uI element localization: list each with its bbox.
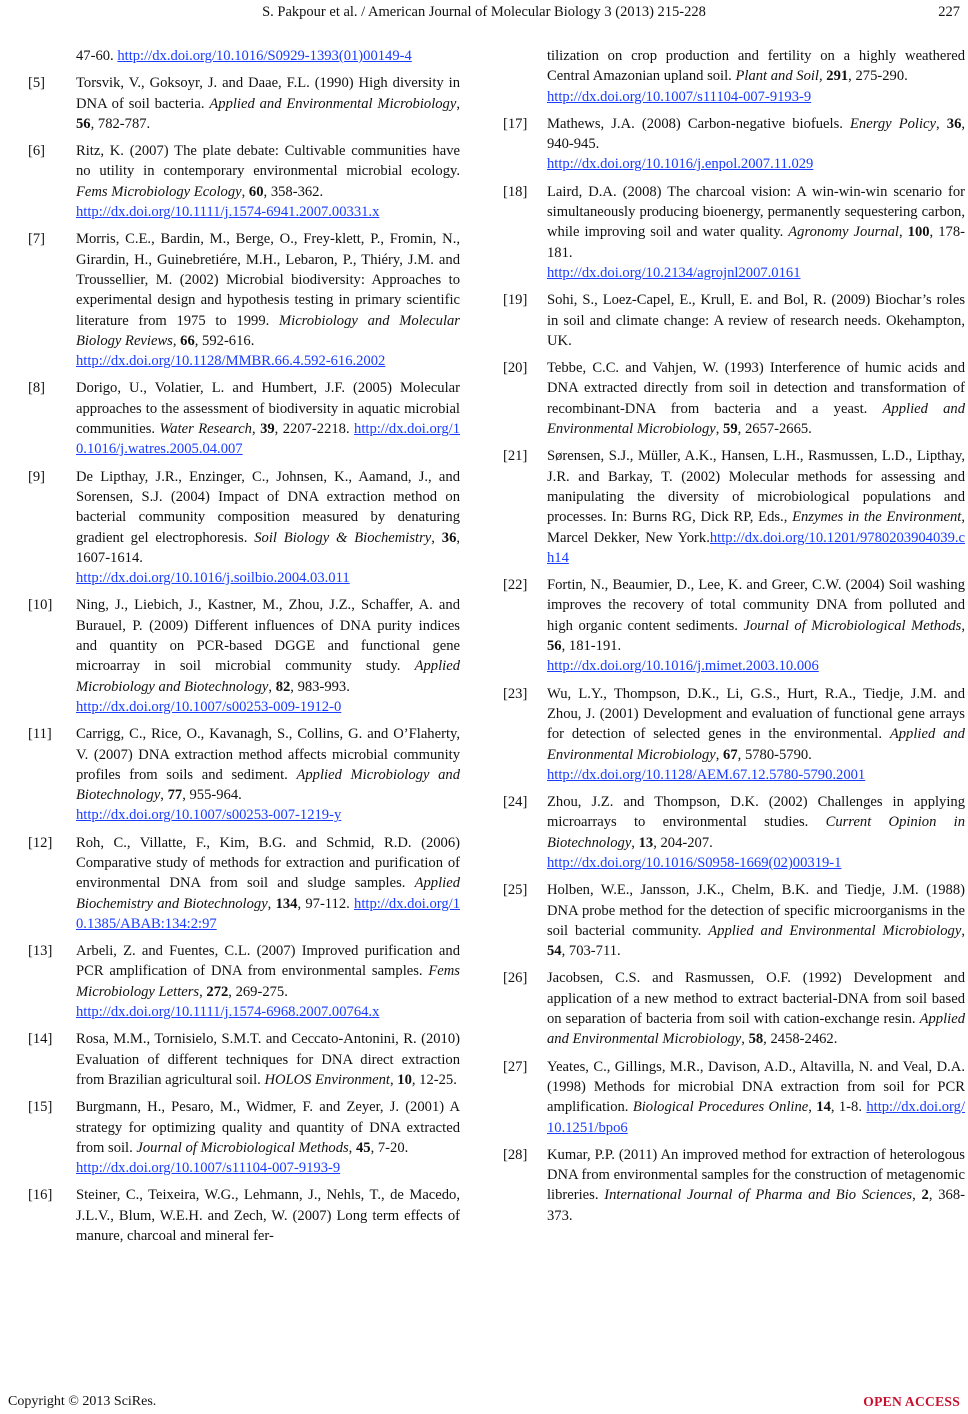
reference-pages: , 7-20. — [370, 1139, 409, 1156]
reference-separator: , — [715, 421, 724, 438]
reference-entry — [503, 792, 965, 873]
reference-journal: Applied Biochemistry and Biotechnology — [76, 875, 460, 912]
reference-volume: 100 — [907, 224, 930, 241]
reference-entry — [503, 1057, 966, 1138]
reference-separator: , — [268, 678, 276, 695]
reference-journal: Applied and Environmental Microbiology — [547, 1011, 965, 1048]
reference-number: [27] — [503, 1058, 528, 1075]
reference-journal: Current Opinion in Biotechnology — [547, 814, 965, 851]
reference-authors-title: Yeates, C., Gillings, M.R., Davison, A.D., Altavilla, N. and Veal, D.A. (1998) Methods for microbial DNA extraction from soil for PCR amplification. — [547, 1058, 965, 1116]
reference-entry — [503, 290, 965, 351]
reference-text — [547, 290, 965, 351]
reference-entry — [28, 1185, 460, 1246]
reference-continuation — [40, 46, 460, 66]
reference-pages: , 12-25. — [411, 1071, 457, 1088]
reference-pages: , 2458-2462. — [763, 1031, 838, 1048]
reference-authors-title: Holben, W.E., Jansson, J.K., Chelm, B.K. and Tiedje, J.M. (1988) DNA probe method for the detection of specific microorganisms in the soil bacterial community. — [547, 882, 965, 939]
doi-link[interactable]: http://dx.doi.org/10.1016/S0958-1669(02)00319-1 — [547, 854, 842, 871]
reference-entry — [503, 880, 965, 961]
running-title: S. Pakpour et al. / American Journal of Molecular Biology 3 (2013) 215-228 — [262, 4, 706, 20]
doi-link[interactable]: http://dx.doi.org/10.1128/AEM.67.12.5780-5790.2001 — [547, 766, 866, 783]
reference-separator: , — [898, 224, 908, 241]
reference-separator: , — [808, 1099, 817, 1116]
reference-number: [6] — [28, 143, 46, 160]
reference-pages: , 703-711. — [561, 943, 621, 960]
reference-journal: Applied and Environmental Microbiology — [209, 95, 457, 112]
reference-entry — [28, 724, 460, 825]
reference-authors-title: Rosa, M.M., Tornisielo, S.M.T. and Ceccato-Antonini, R. (2010) Evaluation of different techniques for DNA direct extraction from Brazilian agricultural soil. — [76, 1031, 460, 1088]
reference-separator: , — [715, 746, 724, 763]
reference-number: [16] — [28, 1187, 53, 1204]
reference-authors-title: 47-60. — [76, 48, 118, 64]
reference-pages: , 592-616. — [194, 332, 255, 349]
reference-journal: Energy Policy — [850, 115, 936, 132]
reference-separator: , — [160, 787, 168, 804]
reference-separator: , — [389, 1071, 398, 1088]
doi-link[interactable]: http://dx.doi.org/10.1111/j.1574-6941.2007.00331.x — [76, 204, 380, 221]
reference-separator: , — [741, 1031, 749, 1048]
reference-authors-title: Wu, L.Y., Thompson, D.K., Li, G.S., Hurt, R.A., Tiedje, J.M. and Zhou, J. (2001) Development and evaluation of functional gene arrays for detection of selected genes in the environmental. — [547, 685, 965, 743]
doi-link[interactable]: http://dx.doi.org/10.1128/MMBR.66.4.592-616.2002 — [76, 353, 386, 370]
reference-authors-title: Arbeli, Z. and Fuentes, C.L. (2007) Improved purification and PCR amplification of DNA from environmental samples. — [76, 943, 460, 980]
reference-journal: Water Research — [159, 421, 252, 438]
reference-journal: International Journal of Pharma and Bio Sciences — [604, 1187, 913, 1204]
reference-text — [76, 73, 460, 134]
doi-link[interactable]: http://dx.doi.org/10.1201/9780203904039.ch14 — [547, 529, 965, 566]
doi-link[interactable]: http://dx.doi.org/10.1016/S0929-1393(01)00149-4 — [117, 48, 412, 64]
reference-pages: , 983-993. — [290, 678, 350, 695]
reference-entry — [503, 968, 965, 1049]
reference-number: [15] — [28, 1099, 53, 1116]
reference-separator: , — [348, 1139, 356, 1156]
reference-entry — [503, 1145, 966, 1226]
reference-pages: , 2207-2218. — [274, 421, 355, 438]
reference-separator: , — [936, 115, 947, 132]
reference-pages: , 782-787. — [90, 115, 151, 132]
reference-journal: Fems Microbiology Ecology — [76, 183, 242, 200]
reference-entry — [28, 229, 460, 371]
reference-volume: 56 — [547, 638, 562, 655]
reference-entry — [28, 941, 460, 1022]
reference-number: [25] — [503, 882, 528, 899]
reference-journal: Biological Procedures Online — [632, 1099, 809, 1116]
reference-separator: , — [241, 183, 249, 200]
reference-journal: HOLOS Environment — [264, 1071, 390, 1088]
reference-volume: 291 — [826, 68, 849, 85]
reference-text — [76, 941, 460, 1022]
reference-text — [76, 378, 460, 459]
reference-volume: 56 — [76, 115, 91, 132]
reference-number: [23] — [503, 685, 528, 702]
reference-authors-title: Torsvik, V., Goksoyr, J. and Daae, F.L. (1990) High diversity in DNA of soil bacteria. — [76, 75, 460, 112]
reference-entry — [503, 684, 965, 785]
reference-authors-title: Ning, J., Liebich, J., Kastner, M., Zhou, J.Z., Schaffer, A. and Burauel, P. (2009) Different influences of DNA purity indices and quantity on PCR-based DGGE and functional gene microarray in soil microbial community study. — [76, 597, 460, 675]
reference-number: [13] — [28, 943, 53, 960]
reference-authors-title: Steiner, C., Teixeira, W.G., Lehmann, J., Nehls, T., de Macedo, J.L.V., Blum, W.E.H. and Zech, W. (2007) Long term effects of manure, charcoal and mineral fer- — [76, 1187, 460, 1245]
reference-continuation — [543, 46, 965, 107]
reference-number: [18] — [503, 183, 528, 200]
copyright-notice: Copyright © 2013 SciRes. — [8, 1394, 157, 1409]
reference-number: [19] — [503, 292, 528, 309]
reference-number: [21] — [503, 448, 528, 465]
doi-link[interactable]: http://dx.doi.org/10.1385/ABAB:134:2:97 — [76, 895, 460, 932]
reference-text — [76, 141, 460, 222]
reference-entry — [28, 1029, 460, 1090]
reference-entry — [503, 575, 965, 676]
reference-journal: Fems Microbiology Letters — [76, 963, 460, 1000]
reference-text — [547, 1145, 965, 1226]
doi-link[interactable]: http://dx.doi.org/10.2134/agrojnl2007.0161 — [547, 264, 801, 281]
reference-number: [17] — [503, 115, 528, 132]
reference-text — [76, 724, 460, 825]
reference-number: [26] — [503, 970, 528, 987]
reference-authors-title: Burgmann, H., Pesaro, M., Widmer, F. and Zeyer, J. (2001) A strategy for optimizing quality and quantity of DNA extracted from soil. — [76, 1099, 460, 1156]
reference-authors-title: Zhou, J.Z. and Thompson, D.K. (2002) Challenges in applying microarrays to environmental studies. — [547, 794, 965, 831]
reference-text — [547, 575, 965, 676]
reference-entry — [28, 378, 460, 459]
reference-volume: 39 — [260, 421, 275, 438]
doi-link[interactable]: http://dx.doi.org/10.1016/j.soilbio.2004.03.011 — [76, 570, 350, 587]
reference-entry — [503, 358, 965, 439]
reference-volume: 272 — [206, 983, 229, 1000]
reference-separator: , — [267, 895, 276, 912]
reference-number: [22] — [503, 577, 528, 594]
reference-authors-title: Sohi, S., Loez-Capel, E., Krull, E. and Bol, R. (2009) Biochar’s roles in soil and climate change: A review of research needs. Okehampton, UK. — [547, 292, 965, 349]
reference-number: [11] — [28, 726, 52, 743]
reference-pages: , 97-112. — [297, 895, 355, 912]
reference-volume: 66 — [180, 332, 195, 349]
reference-entry — [503, 446, 965, 568]
reference-volume: 77 — [167, 787, 183, 804]
reference-text — [76, 833, 460, 934]
reference-text — [76, 1029, 460, 1090]
right-column — [503, 46, 966, 1233]
reference-text — [547, 46, 965, 107]
reference-volume: 36 — [441, 529, 457, 546]
reference-text — [547, 684, 965, 785]
reference-journal: Journal of Microbiological Methods — [136, 1139, 349, 1156]
reference-volume: 67 — [723, 746, 738, 763]
reference-pages: , 5780-5790. — [737, 746, 812, 763]
reference-authors-title: Morris, C.E., Bardin, M., Berge, O., Frey-klett, P., Fromin, N., Girardin, H., Guinebretiére, M.H., Lebaron, P., Thiéry, J.M. and Troussellier, M. (2002) Microbial biodiversity: Approaches to experimental design and hypothesis testing in primary scientific literature from 1975 to 1999. — [76, 231, 460, 329]
reference-separator: , — [172, 332, 181, 349]
reference-text — [76, 1097, 460, 1178]
reference-pages: , 368-373. — [547, 1187, 966, 1224]
reference-authors-title: Ritz, K. (2007) The plate debate: Cultivable communities have no utility in contemporary environmental microbial ecology. — [76, 143, 460, 180]
reference-text — [547, 446, 965, 568]
reference-separator: , — [961, 922, 965, 939]
reference-journal: Applied and Environmental Microbiology — [547, 400, 965, 438]
reference-separator: , — [251, 421, 261, 438]
reference-pages: , 2657-2665. — [737, 421, 812, 438]
reference-text — [76, 1185, 460, 1246]
reference-entry — [503, 114, 966, 175]
reference-volume: 45 — [355, 1139, 371, 1156]
doi-link[interactable]: http://dx.doi.org/10.1251/bpo6 — [547, 1099, 966, 1136]
reference-pages: , 940-945. — [547, 115, 966, 153]
reference-text — [547, 1057, 965, 1138]
reference-number: [8] — [28, 380, 46, 397]
reference-separator: , — [631, 834, 639, 851]
reference-text — [547, 114, 965, 175]
reference-volume: 58 — [748, 1031, 764, 1048]
reference-journal: Plant and Soil — [735, 68, 819, 85]
reference-text — [76, 46, 460, 66]
reference-authors-title: Tebbe, C.C. and Vahjen, W. (1993) Interference of humic acids and DNA extracted directly from soil in detection and transformation of recombinant-DNA from bacteria and a yeast. — [547, 360, 965, 417]
reference-authors-title: De Lipthay, J.R., Enzinger, C., Johnsen, K., Aamand, J., and Sorensen, S.J. (2004) Impact of DNA extraction method on bacterial community composition measured by denaturing gradient gel electrophoresis. — [76, 468, 460, 546]
reference-number: [20] — [503, 360, 528, 377]
reference-separator: , — [431, 529, 442, 546]
reference-authors-title: Sørensen, S.J., Müller, A.K., Hansen, L.H., Rasmussen, L.D., Lipthay, J.R. and Barkay, T. (2002) Molecular methods for assessing and manipulating the diversity of microbiological populations and processes. In: Burns RG, Dick RP, Eds., — [547, 448, 965, 526]
reference-journal: Journal of Microbiological Methods — [743, 617, 962, 634]
reference-pages: , 204-207. — [653, 834, 713, 851]
reference-text — [547, 358, 965, 439]
reference-pages: , 275-290. — [848, 68, 908, 85]
reference-number: [7] — [28, 231, 46, 248]
reference-journal: Applied and Environmental Microbiology — [708, 922, 962, 939]
reference-entry — [28, 1097, 460, 1178]
reference-text — [76, 229, 460, 371]
reference-number: [9] — [28, 468, 46, 485]
reference-pages: , 1607-1614. — [76, 529, 461, 566]
reference-journal: Applied Microbiology and Biotechnology — [76, 766, 460, 804]
reference-pages: , 178-181. — [547, 224, 965, 261]
doi-link[interactable]: http://dx.doi.org/10.1016/j.enpol.2007.11.029 — [547, 156, 814, 173]
reference-separator: , — [961, 617, 965, 634]
doi-link[interactable]: http://dx.doi.org/10.1111/j.1574-6968.2007.00764.x — [76, 1004, 380, 1021]
doi-link[interactable]: http://dx.doi.org/10.1007/s11104-007-9193-9 — [76, 1160, 341, 1177]
reference-pages: , 181-191. — [561, 638, 622, 655]
reference-number: [14] — [28, 1031, 53, 1048]
reference-authors-title: Laird, D.A. (2008) The charcoal vision: A win-win-win scenario for simultaneously producing bioenergy, permanently sequestering carbon, while improving soil and water quality. — [547, 183, 965, 241]
reference-volume: 60 — [248, 183, 264, 200]
reference-pages: , 358-362. — [263, 183, 324, 200]
reference-volume: 59 — [723, 421, 738, 438]
doi-link[interactable]: http://dx.doi.org/10.1007/s00253-007-1219-y — [76, 807, 342, 824]
reference-volume: 54 — [547, 943, 562, 960]
reference-journal: Applied Microbiology and Biotechnology — [76, 658, 460, 695]
doi-link[interactable]: http://dx.doi.org/10.1016/j.mimet.2003.10.006 — [547, 658, 819, 675]
reference-entry — [28, 833, 460, 934]
reference-authors-title: Carrigg, C., Rice, O., Kavanagh, S., Collins, G. and O’Flaherty, V. (2007) DNA extraction method affects microbial community profiles from soils and sediment. — [76, 726, 460, 783]
reference-authors-title: tilization on crop production and fertility on a highly weathered Central Amazonian upland soil. — [547, 48, 965, 85]
reference-volume: 134 — [275, 895, 298, 912]
reference-volume: 82 — [275, 678, 291, 695]
reference-volume: 13 — [638, 834, 654, 851]
open-access-label: OPEN ACCESS — [863, 1394, 960, 1409]
reference-journal: Microbiology and Molecular Biology Reviews — [76, 312, 460, 349]
reference-number: [10] — [28, 597, 53, 614]
doi-link[interactable]: http://dx.doi.org/10.1007/s00253-009-1912-0 — [76, 698, 342, 715]
reference-text — [547, 792, 965, 873]
reference-separator: , — [912, 1187, 922, 1204]
reference-number: [24] — [503, 794, 528, 811]
reference-text — [547, 880, 965, 961]
doi-link[interactable]: http://dx.doi.org/10.1007/s11104-007-9193-9 — [547, 88, 812, 105]
reference-authors-title: Dorigo, U., Volatier, L. and Humbert, J.F. (2005) Molecular approaches to the assessment of biodiversity in aquatic microbial communities. — [76, 380, 460, 438]
reference-journal: Applied and Environmental Microbiology — [547, 726, 965, 763]
reference-text — [76, 595, 460, 717]
reference-journal: Enzymes in the Environment — [792, 509, 962, 526]
reference-text — [547, 182, 965, 283]
reference-entry — [28, 141, 460, 222]
left-column — [28, 46, 461, 1253]
reference-journal: Soil Biology & Biochemistry — [254, 529, 432, 546]
reference-journal: Agronomy Journal — [788, 224, 899, 241]
reference-separator: , — [456, 95, 460, 112]
reference-entry — [28, 73, 460, 134]
reference-volume: 10 — [397, 1071, 412, 1088]
reference-separator: , — [199, 983, 207, 1000]
reference-authors-title: Fortin, N., Beaumier, D., Lee, K. and Greer, C.W. (2004) Soil washing improves the recovery of total community DNA from polluted and high organic content sediments. — [547, 577, 965, 634]
reference-authors-title: Roh, C., Villatte, F., Kim, B.G. and Schmid, R.D. (2006) Comparative study of methods for extraction and purification of environmental DNA from soil and sludge samples. — [76, 834, 460, 892]
reference-volume: 14 — [816, 1099, 831, 1116]
reference-text — [547, 968, 965, 1049]
reference-pages: , 1-8. — [830, 1099, 867, 1116]
reference-pages: , 955-964. — [182, 787, 242, 804]
reference-entry — [28, 595, 460, 717]
doi-link[interactable]: http://dx.doi.org/10.1016/j.watres.2005.04.007 — [76, 421, 460, 458]
reference-entry — [28, 467, 461, 589]
reference-pages: , 269-275. — [228, 983, 288, 1000]
reference-separator: , Marcel Dekker, New York. — [547, 509, 965, 546]
reference-number: [5] — [28, 75, 46, 92]
reference-volume: 36 — [946, 115, 962, 132]
reference-entry — [503, 182, 965, 283]
reference-text — [76, 467, 460, 589]
page-number: 227 — [938, 4, 960, 20]
reference-number: [12] — [28, 834, 53, 851]
reference-authors-title: Mathews, J.A. (2008) Carbon-negative biofuels. — [547, 115, 851, 132]
reference-authors-title: Jacobsen, C.S. and Rasmussen, O.F. (1992) Development and application of a new method to extract bacterial-DNA from soil based on separation of bacteria from soil with cation-exchange resin. — [547, 970, 965, 1028]
page-footer — [0, 1394, 968, 1414]
reference-separator: , — [818, 68, 827, 85]
reference-volume: 2 — [921, 1187, 929, 1204]
reference-authors-title: Kumar, P.P. (2011) An improved method for extraction of heterologous DNA from environmental samples for the construction of metagenomic libreries. — [547, 1146, 965, 1204]
reference-number: [28] — [503, 1146, 528, 1163]
page-header — [0, 4, 968, 28]
